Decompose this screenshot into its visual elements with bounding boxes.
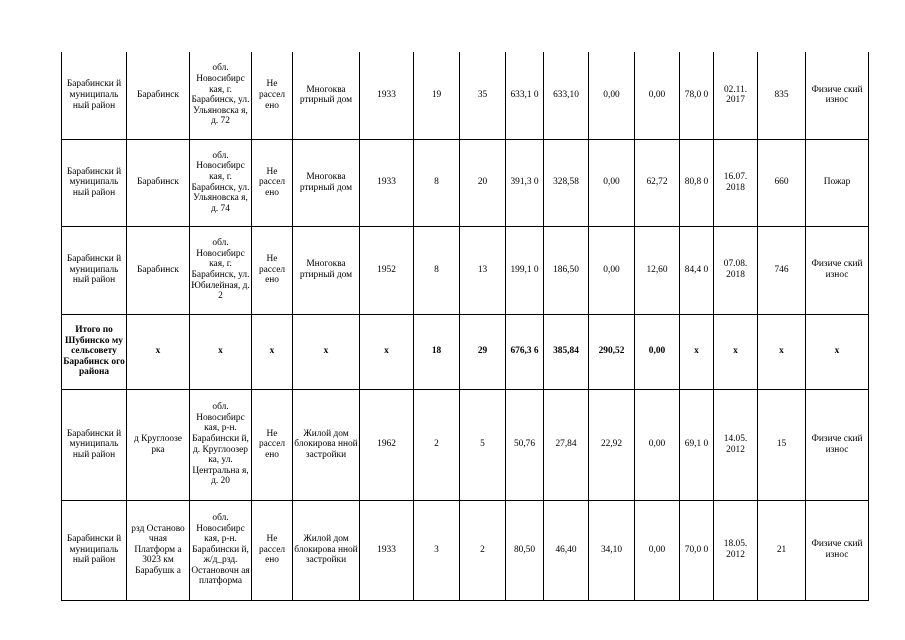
table-cell: 22,92 <box>589 389 635 500</box>
table-cell: Барабинск <box>127 52 190 139</box>
table-cell: 16.07. 2018 <box>714 139 758 226</box>
table-cell: Барабински й муниципаль ный район <box>62 226 127 314</box>
table-cell: 27,84 <box>544 389 589 500</box>
table-cell: Физиче ский износ <box>806 226 869 314</box>
table-cell: 1933 <box>360 52 414 139</box>
table-cell: 0,00 <box>635 389 680 500</box>
table-cell: Не рассел ено <box>252 226 293 314</box>
table-cell: Физиче ский износ <box>806 52 869 139</box>
table-cell: х <box>758 314 806 389</box>
table-cell: Итого по Шубинско му сельсовету Барабинск ого района <box>62 314 127 389</box>
table-cell: 14.05. 2012 <box>714 389 758 500</box>
table-cell: 35 <box>460 52 506 139</box>
table-cell: 18.05. 2012 <box>714 500 758 600</box>
table-cell: обл. Новосибирс кая, г. Барабинск, ул. Юбилейная, д. 2 <box>190 226 252 314</box>
table-cell: 19 <box>414 52 460 139</box>
table-cell: х <box>252 314 293 389</box>
table-cell: 84,4 0 <box>680 226 714 314</box>
table-cell: рзд Останово чная Платформ а 3023 км Барабушк а <box>127 500 190 600</box>
table-cell: 46,40 <box>544 500 589 600</box>
table-cell: 0,00 <box>589 139 635 226</box>
table-cell: 21 <box>758 500 806 600</box>
table-cell: 69,1 0 <box>680 389 714 500</box>
table-cell: 2 <box>414 389 460 500</box>
table-cell: 1962 <box>360 389 414 500</box>
table-cell: 290,52 <box>589 314 635 389</box>
table-cell: х <box>714 314 758 389</box>
table-cell: х <box>680 314 714 389</box>
table-cell: Не рассел ено <box>252 52 293 139</box>
table-cell: д Круглоозе рка <box>127 389 190 500</box>
table-cell: Пожар <box>806 139 869 226</box>
table-cell: Многоква ртирный дом <box>293 226 360 314</box>
table-cell: Барабински й муниципаль ный район <box>62 52 127 139</box>
table-cell: 1952 <box>360 226 414 314</box>
table-cell: 50,76 <box>506 389 544 500</box>
table-cell: 8 <box>414 139 460 226</box>
table-cell: 02.11. 2017 <box>714 52 758 139</box>
table-row <box>62 389 869 500</box>
table-cell: Барабински й муниципаль ный район <box>62 500 127 600</box>
table-row <box>62 226 869 314</box>
table-cell: обл. Новосибирс кая, г. Барабинск, ул. Ульяновска я, д. 72 <box>190 52 252 139</box>
table-cell: Барабинск <box>127 226 190 314</box>
table-cell: Не рассел ено <box>252 500 293 600</box>
table-cell: 199,1 0 <box>506 226 544 314</box>
table-cell: Жилой дом блокирова нной застройки <box>293 389 360 500</box>
table-cell: 5 <box>460 389 506 500</box>
table-cell: 633,10 <box>544 52 589 139</box>
table-cell: обл. Новосибирс кая, р-н. Барабински й, д. Круглоозер ка, ул. Центральна я, д. 20 <box>190 389 252 500</box>
table-cell: х <box>806 314 869 389</box>
table-cell: 18 <box>414 314 460 389</box>
table-cell: 29 <box>460 314 506 389</box>
table-cell: обл. Новосибирс кая, р-н. Барабински й, ж/д_рзд. Остановочн ая платформа <box>190 500 252 600</box>
table-cell: 80,8 0 <box>680 139 714 226</box>
table-cell: Не рассел ено <box>252 139 293 226</box>
table-cell: обл. Новосибирс кая, г. Барабинск, ул. Ульяновска я, д. 74 <box>190 139 252 226</box>
table-cell: 0,00 <box>635 52 680 139</box>
table-row <box>62 500 869 600</box>
table-cell: 78,0 0 <box>680 52 714 139</box>
table-cell: 12,60 <box>635 226 680 314</box>
table-cell: 391,3 0 <box>506 139 544 226</box>
table-cell: 746 <box>758 226 806 314</box>
table-cell: 0,00 <box>589 226 635 314</box>
table-cell: 1933 <box>360 500 414 600</box>
table-cell: Барабинск <box>127 139 190 226</box>
table-cell: 660 <box>758 139 806 226</box>
table-cell: 34,10 <box>589 500 635 600</box>
table-cell: х <box>293 314 360 389</box>
table-cell: 385,84 <box>544 314 589 389</box>
table-cell: 15 <box>758 389 806 500</box>
table-cell: 328,58 <box>544 139 589 226</box>
table-cell: Барабински й муниципаль ный район <box>62 139 127 226</box>
table-cell: х <box>127 314 190 389</box>
table-row <box>62 139 869 226</box>
table-cell: 0,00 <box>635 500 680 600</box>
table-cell: 1933 <box>360 139 414 226</box>
table-cell: 676,3 6 <box>506 314 544 389</box>
table-total-row <box>62 314 869 389</box>
table-cell: 0,00 <box>589 52 635 139</box>
housing-register-table <box>61 52 869 601</box>
table-cell: 835 <box>758 52 806 139</box>
table-cell: 70,0 0 <box>680 500 714 600</box>
table-cell: 13 <box>460 226 506 314</box>
table-cell: Барабински й муниципаль ный район <box>62 389 127 500</box>
table-cell: Не рассел ено <box>252 389 293 500</box>
table-cell: х <box>190 314 252 389</box>
table-cell: 2 <box>460 500 506 600</box>
table-cell: 633,1 0 <box>506 52 544 139</box>
table-cell: 186,50 <box>544 226 589 314</box>
table-cell: 3 <box>414 500 460 600</box>
table-cell: х <box>360 314 414 389</box>
table-body <box>62 52 869 600</box>
table-cell: Многоква ртирный дом <box>293 52 360 139</box>
table-cell: Физиче ский износ <box>806 500 869 600</box>
table-cell: Многоква ртирный дом <box>293 139 360 226</box>
table-cell: Жилой дом блокирова нной застройки <box>293 500 360 600</box>
table-cell: 0,00 <box>635 314 680 389</box>
table-cell: Физиче ский износ <box>806 389 869 500</box>
table-cell: 62,72 <box>635 139 680 226</box>
table-row <box>62 52 869 139</box>
table-cell: 8 <box>414 226 460 314</box>
table-cell: 20 <box>460 139 506 226</box>
table-cell: 80,50 <box>506 500 544 600</box>
table-cell: 07.08. 2018 <box>714 226 758 314</box>
